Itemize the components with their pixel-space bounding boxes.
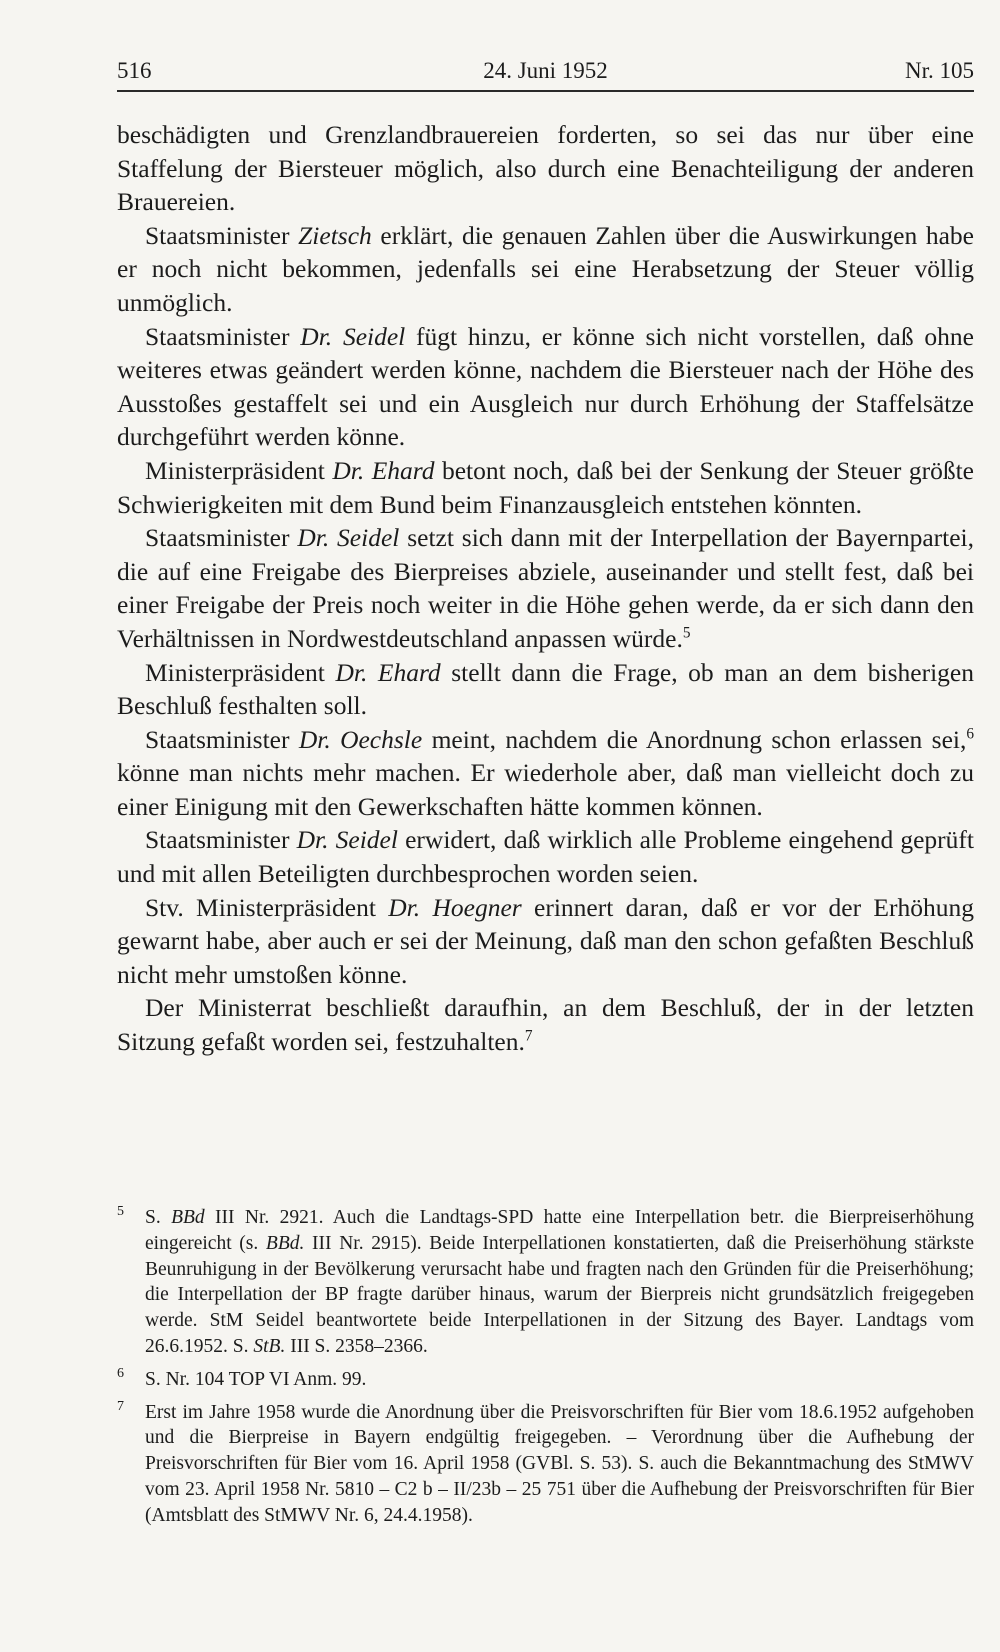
italic-name: Dr. Seidel — [300, 321, 406, 351]
footnotes — [117, 1205, 974, 1536]
text-run: S. Nr. 104 TOP VI Anm. 99. — [145, 1368, 367, 1390]
page-number: 516 — [117, 58, 152, 83]
body-paragraph — [117, 891, 974, 992]
footnote-marker: 5 — [117, 1204, 124, 1219]
italic-name: Dr. Seidel — [297, 523, 400, 553]
footnote-marker: 7 — [117, 1398, 124, 1414]
body-paragraph — [117, 823, 974, 890]
footnote-reference: 7 — [524, 1027, 533, 1045]
italic-name: Dr. Ehard — [332, 455, 435, 485]
italic-name: Zietsch — [298, 220, 372, 250]
text-run: erklärt, die genauen Zahlen über die Auswirkungen habe er noch nicht bekommen, jedenfalls sei eine Herabsetzung der Steuer völlig unmöglich. — [117, 220, 974, 317]
text-run: Staatsminister — [145, 523, 298, 553]
text-run: erwidert, daß wirklich alle Probleme eingehend geprüft und mit allen Beteiligten durchbesprochen worden seien. — [117, 825, 975, 889]
body-paragraph — [117, 454, 974, 521]
text-run: erinnert daran, daß er vor der Erhöhung gewarnt habe, aber auch er sei der Meinung, daß man den schon gefaßten Beschluß nicht mehr umstoßen könne. — [117, 892, 974, 989]
text-run: Staatsminister — [145, 220, 299, 250]
text-run: meint, nachdem die Anordnung schon erlassen sei, — [422, 724, 967, 754]
header-date: 24. Juni 1952 — [483, 58, 608, 83]
italic-name: Dr. Oechsle — [298, 724, 423, 754]
text-run: S. — [145, 1207, 172, 1228]
body-paragraph — [117, 521, 974, 655]
italic-name: StB. — [253, 1335, 286, 1357]
text-run: könne man nichts mehr machen. Er wiederhole aber, daß man vielleicht doch zu einer Einigung mit den Gewerkschaften hätte kommen können. — [117, 758, 974, 821]
text-run: III S. 2358–2366. — [285, 1335, 428, 1357]
text-run: Ministerpräsident — [145, 455, 333, 485]
italic-name: Dr. Ehard — [335, 657, 441, 687]
body-text — [117, 118, 974, 1059]
text-run: III Nr. 2921. Auch die Landtags-SPD hatte eine Interpellation betr. die Bierpreiserhöhung eingereicht (s. — [145, 1207, 974, 1254]
text-run: Staatsminister — [145, 724, 299, 754]
italic-name: BBd. — [265, 1232, 305, 1254]
body-paragraph — [117, 656, 974, 723]
page-header — [117, 54, 974, 92]
text-run: Stv. Ministerpräsident — [145, 892, 389, 922]
text-run: stellt dann die Frage, ob man an dem bisherigen Beschluß festhalten soll. — [117, 657, 974, 721]
footnote-marker: 6 — [117, 1365, 124, 1381]
text-run: Ministerpräsident — [145, 657, 336, 687]
body-paragraph — [117, 118, 974, 219]
body-paragraph — [117, 991, 974, 1058]
footnote — [117, 1367, 974, 1393]
body-paragraph — [117, 320, 974, 454]
footnote — [117, 1205, 974, 1360]
italic-name: BBd — [171, 1207, 205, 1228]
text-run: fügt hinzu, er könne sich nicht vorstellen, daß ohne weiteres etwas geändert werden könne, nachdem die Biersteuer nach der Höhe des Ausstoßes gestaffelt sei und ein Ausgleich nur durch Erhöhung der Staffelsätze durchgeführt werden könne. — [117, 321, 974, 452]
footnote-reference: 5 — [682, 624, 691, 642]
text-run: setzt sich dann mit der Interpellation der Bayernpartei, die auf eine Freigabe des Bierpreises abziele, auseinander und stellt fest, daß bei einer Freigabe der Preis noch weiter in die Höhe gehen werde, da er sich dann den Verhältnissen in Nordwestdeutschland anpassen würde. — [117, 523, 975, 653]
text-run: Erst im Jahre 1958 wurde die Anordnung über die Preisvorschriften für Bier vom 18.6.1952 aufgehoben und die Bierpreise in Bayern endgültig freigegeben. – Verordnung über die Aufhebung der Preisvorschriften für Bier vom 16. April 1958 (GVBl. S. 53). S. auch die Bekanntmachung des StMWV vom 23. April 1958 Nr. 5810 – C2 b – II/23b – 25 751 über die Aufhebung der Preisvorschriften für Bier (Amtsblatt des StMWV Nr. 6, 24.4.1958). — [145, 1401, 974, 1526]
footnote — [117, 1400, 974, 1529]
text-run: Staatsminister — [145, 825, 297, 855]
footnote-reference: 6 — [966, 725, 975, 743]
text-run: III Nr. 2915). Beide Interpellationen konstatierten, daß die Preiserhöhung stärkste Beunruhigung in der Bevölkerung verursacht habe und fragten nach den Gründen für die Preiserhöhung; die Interpellation der BP fragte darüber hinaus, warum der Bierpreis nicht grundsätzlich freigegeben werde. StM Seidel beantwortete beide Interpellationen in der Sitzung des Bayer. Landtags vom 26.6.1952. S. — [145, 1232, 974, 1357]
body-paragraph — [117, 219, 974, 320]
text-run: Der Ministerrat beschließt daraufhin, an dem Beschluß, der in der letzten Sitzung gefaßt worden sei, festzuhalten. — [117, 993, 974, 1057]
text-run: beschädigten und Grenzlandbrauereien forderten, so sei das nur über eine Staffelung der Biersteuer möglich, also durch eine Benachteiligung der anderen Brauereien. — [117, 120, 974, 217]
text-run: betont noch, daß bei der Senkung der Steuer größte Schwierigkeiten mit dem Bund beim Finanzausgleich entstehen könnten. — [117, 455, 974, 519]
text-run: Staatsminister — [145, 321, 301, 351]
italic-name: Dr. Hoegner — [388, 892, 522, 922]
document-number: Nr. 105 — [905, 58, 974, 83]
body-paragraph — [117, 723, 974, 824]
italic-name: Dr. Seidel — [296, 825, 398, 855]
